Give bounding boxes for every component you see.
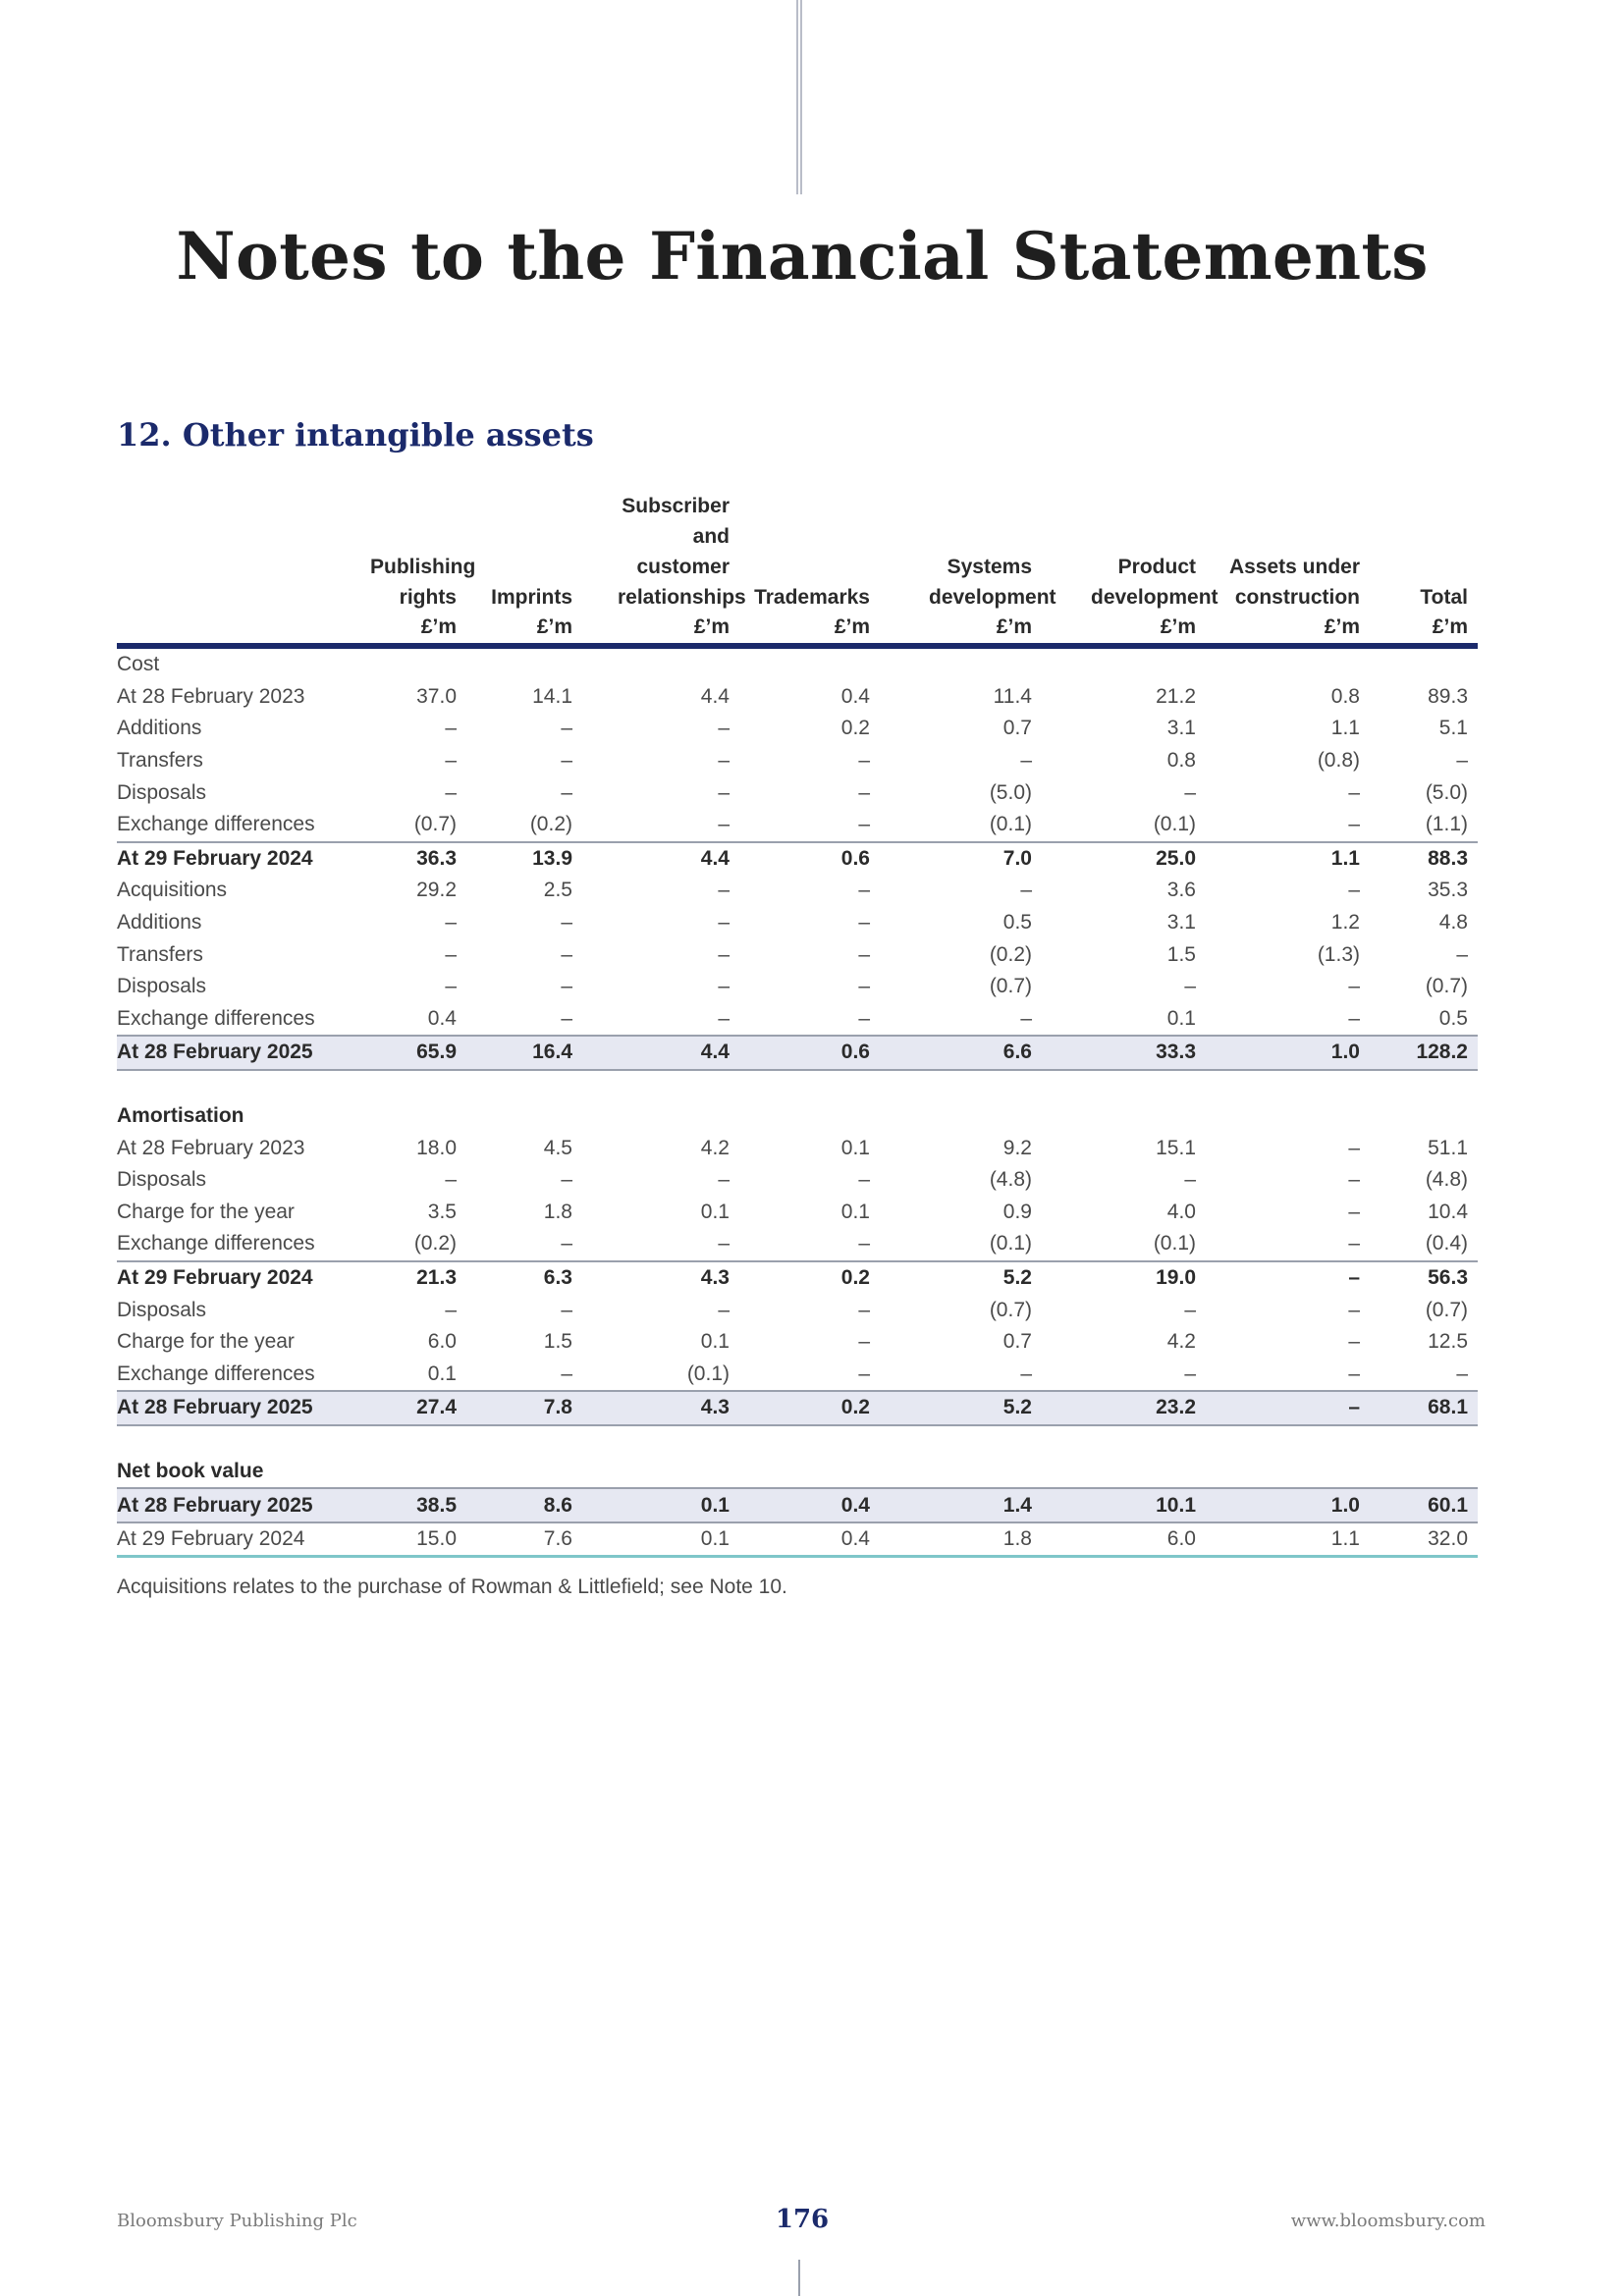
- table-cell: (0.1): [989, 813, 1032, 836]
- table-cell: 0.9: [1002, 1200, 1032, 1223]
- row-label: At 28 February 2025: [117, 1036, 331, 1070]
- table-row: [117, 1132, 1478, 1164]
- table-cell: [739, 646, 880, 681]
- table-cell: 4.2: [1166, 1330, 1196, 1354]
- table-cell: 37.0: [416, 684, 457, 708]
- table-cell: 0.1: [582, 1488, 739, 1522]
- table-cell: [331, 1456, 466, 1489]
- table-cell: 1.0: [1206, 1036, 1370, 1070]
- table-cell: –: [718, 1006, 730, 1030]
- column-header-total: Total £’m: [1370, 491, 1478, 646]
- table-cell: 1.1: [1206, 842, 1370, 876]
- table-cell: 4.0: [1166, 1200, 1196, 1223]
- table-cell: –: [1348, 879, 1360, 902]
- column-header-trademarks: Trademarks £’m: [739, 491, 880, 646]
- row-label: Charge for the year: [117, 1330, 295, 1354]
- table-cell: [1370, 646, 1478, 681]
- table-cell: (0.1): [1153, 813, 1196, 836]
- table-cell: 0.1: [582, 1522, 739, 1557]
- table-cell: 7.8: [466, 1391, 582, 1425]
- table-cell: (4.8): [989, 1168, 1032, 1192]
- table-cell: –: [1184, 1362, 1196, 1385]
- table-cell: –: [1020, 749, 1032, 773]
- table-cell: –: [1348, 1006, 1360, 1030]
- table-row: [117, 1456, 1478, 1489]
- table-row: [117, 1100, 1478, 1133]
- spacer-cell: [117, 1425, 1478, 1456]
- table-cell: [880, 1456, 1042, 1489]
- table-cell: –: [858, 942, 870, 966]
- table-cell: 13.9: [466, 842, 582, 876]
- table-cell: 4.5: [543, 1136, 572, 1159]
- column-header-publishing-rights: Publishing rights £’m: [331, 491, 466, 646]
- table-cell: 0.1: [427, 1362, 457, 1385]
- table-cell: 32.0: [1370, 1522, 1478, 1557]
- row-label: Disposals: [117, 780, 207, 804]
- table-cell: 7.0: [880, 842, 1042, 876]
- table-cell: 0.7: [1002, 717, 1032, 740]
- row-label: Acquisitions: [117, 879, 228, 902]
- table-cell: –: [858, 1330, 870, 1354]
- table-cell: 0.4: [739, 1522, 880, 1557]
- table-cell: 4.8: [1438, 911, 1468, 934]
- table-cell: –: [718, 1168, 730, 1192]
- table-cell: 6.0: [427, 1330, 457, 1354]
- table-cell: [466, 646, 582, 681]
- table-cell: [1370, 1100, 1478, 1133]
- table-cell: (4.8): [1425, 1168, 1468, 1192]
- table-cell: –: [858, 813, 870, 836]
- table-cell: –: [561, 1362, 572, 1385]
- table-cell: 0.5: [1002, 911, 1032, 934]
- table-row: [117, 745, 1478, 777]
- table-cell: –: [718, 749, 730, 773]
- footnote: Acquisitions relates to the purchase of Rowman & Littlefield; see Note 10.: [117, 1575, 787, 1598]
- table-cell: 4.4: [700, 684, 730, 708]
- row-label: At 28 February 2023: [117, 1136, 305, 1159]
- table-cell: 5.1: [1438, 717, 1468, 740]
- table-cell: 1.5: [543, 1330, 572, 1354]
- table-cell: 1.4: [880, 1488, 1042, 1522]
- table-cell: 0.2: [739, 1391, 880, 1425]
- table-cell: –: [718, 1232, 730, 1255]
- table-row: [117, 713, 1478, 745]
- table-cell: 0.2: [739, 1261, 880, 1295]
- row-label: Disposals: [117, 1168, 207, 1192]
- table-cell: –: [561, 749, 572, 773]
- table-row: [117, 1197, 1478, 1229]
- table-row: [117, 1391, 1478, 1425]
- table-cell: 4.3: [582, 1391, 739, 1425]
- table-cell: –: [1456, 942, 1468, 966]
- table-cell: [1206, 1100, 1370, 1133]
- column-header-assets-under-construction: Assets under construction £’m: [1206, 491, 1370, 646]
- table-cell: –: [1206, 1261, 1370, 1295]
- table-cell: –: [561, 975, 572, 998]
- table-row: [117, 1228, 1478, 1261]
- table-cell: –: [858, 1232, 870, 1255]
- table-cell: (0.2): [413, 1232, 457, 1255]
- table-cell: –: [718, 879, 730, 902]
- table-cell: 12.5: [1428, 1330, 1468, 1354]
- table-cell: –: [445, 975, 457, 998]
- table-cell: [331, 646, 466, 681]
- table-cell: [582, 1456, 739, 1489]
- table-cell: [739, 1100, 880, 1133]
- table-cell: –: [445, 749, 457, 773]
- row-label: At 29 February 2024: [117, 842, 331, 876]
- table-cell: –: [1348, 1200, 1360, 1223]
- row-label: Cost: [117, 653, 160, 676]
- table-cell: 27.4: [331, 1391, 466, 1425]
- table-header-row: [117, 491, 1478, 646]
- table-cell: –: [1456, 1362, 1468, 1385]
- table-cell: 0.1: [700, 1200, 730, 1223]
- table-cell: –: [1348, 1136, 1360, 1159]
- table-cell: 6.0: [1042, 1522, 1206, 1557]
- row-label: Amortisation: [117, 1104, 244, 1128]
- row-label: Net book value: [117, 1459, 264, 1482]
- table-cell: (0.2): [989, 942, 1032, 966]
- table-cell: –: [1348, 1232, 1360, 1255]
- table-cell: –: [718, 717, 730, 740]
- table-cell: 0.8: [1330, 684, 1360, 708]
- table-cell: –: [1456, 749, 1468, 773]
- table-cell: –: [445, 1298, 457, 1321]
- table-cell: –: [561, 1298, 572, 1321]
- table-cell: 29.2: [416, 879, 457, 902]
- table-cell: [466, 1456, 582, 1489]
- table-cell: 14.1: [532, 684, 572, 708]
- row-label: At 28 February 2025: [117, 1391, 331, 1425]
- table-row: [117, 938, 1478, 971]
- table-cell: –: [1348, 780, 1360, 804]
- table-row: [117, 1261, 1478, 1295]
- table-cell: (0.7): [1425, 975, 1468, 998]
- table-cell: (5.0): [989, 780, 1032, 804]
- table-cell: 3.1: [1166, 911, 1196, 934]
- spacer-row: [117, 1070, 1478, 1100]
- table-cell: 11.4: [993, 684, 1032, 708]
- table-cell: 0.4: [427, 1006, 457, 1030]
- table-cell: 21.2: [1156, 684, 1196, 708]
- table-cell: 51.1: [1428, 1136, 1468, 1159]
- spacer-row: [117, 1425, 1478, 1456]
- row-label: Transfers: [117, 749, 203, 773]
- intangible-assets-table: [117, 491, 1478, 1558]
- table-cell: –: [561, 717, 572, 740]
- table-cell: –: [858, 1362, 870, 1385]
- table-row: [117, 681, 1478, 714]
- table-cell: [582, 646, 739, 681]
- column-header-imprints: Imprints £’m: [466, 491, 582, 646]
- row-label: At 28 February 2023: [117, 684, 305, 708]
- table-cell: –: [561, 942, 572, 966]
- table-cell: 0.5: [1438, 1006, 1468, 1030]
- table-row: [117, 842, 1478, 876]
- row-label: Exchange differences: [117, 1362, 315, 1385]
- table-cell: [1206, 646, 1370, 681]
- table-cell: 1.1: [1330, 717, 1360, 740]
- table-cell: (0.2): [529, 813, 572, 836]
- table-cell: 10.1: [1042, 1488, 1206, 1522]
- row-label: Disposals: [117, 1298, 207, 1321]
- table-cell: –: [1348, 1362, 1360, 1385]
- table-cell: –: [561, 780, 572, 804]
- table-cell: 65.9: [331, 1036, 466, 1070]
- page-title: Notes to the Financial Statements: [176, 218, 1429, 294]
- bottom-decorative-rule: [798, 2260, 800, 2296]
- table-cell: [466, 1100, 582, 1133]
- column-header-product-development: Product development £’m: [1042, 491, 1206, 646]
- row-label: Additions: [117, 911, 202, 934]
- table-cell: –: [718, 942, 730, 966]
- table-cell: 23.2: [1042, 1391, 1206, 1425]
- table-cell: [880, 646, 1042, 681]
- table-cell: –: [718, 911, 730, 934]
- table-cell: –: [1184, 780, 1196, 804]
- table-cell: –: [1348, 813, 1360, 836]
- table-cell: (0.1): [989, 1232, 1032, 1255]
- table-cell: 3.5: [427, 1200, 457, 1223]
- table-cell: –: [858, 975, 870, 998]
- table-cell: 0.6: [739, 1036, 880, 1070]
- top-decorative-rule: [796, 0, 802, 194]
- table-row: [117, 907, 1478, 939]
- table-cell: 18.0: [416, 1136, 457, 1159]
- table-cell: 0.1: [840, 1136, 870, 1159]
- table-row: [117, 875, 1478, 907]
- column-header-label: [117, 491, 331, 646]
- table-row: [117, 1164, 1478, 1197]
- table-cell: [582, 1100, 739, 1133]
- table-cell: [1370, 1456, 1478, 1489]
- table-cell: (0.7): [413, 813, 457, 836]
- table-cell: –: [858, 1168, 870, 1192]
- table-cell: 25.0: [1042, 842, 1206, 876]
- table-cell: 0.7: [1002, 1330, 1032, 1354]
- row-label: Additions: [117, 717, 202, 740]
- table-cell: –: [718, 813, 730, 836]
- table-cell: (0.1): [686, 1362, 730, 1385]
- table-cell: 16.4: [466, 1036, 582, 1070]
- table-cell: 1.0: [1206, 1488, 1370, 1522]
- table-cell: (0.4): [1425, 1232, 1468, 1255]
- table-row: [117, 809, 1478, 842]
- row-label: Exchange differences: [117, 1232, 315, 1255]
- table-cell: 1.8: [543, 1200, 572, 1223]
- table-row: [117, 971, 1478, 1003]
- table-cell: 0.4: [840, 684, 870, 708]
- table-row: [117, 1326, 1478, 1359]
- table-cell: 1.2: [1330, 911, 1360, 934]
- row-label: Disposals: [117, 975, 207, 998]
- column-header-systems-development: Systems development £’m: [880, 491, 1042, 646]
- section-title: 12. Other intangible assets: [117, 416, 594, 454]
- table-cell: –: [858, 749, 870, 773]
- table-cell: –: [1348, 1298, 1360, 1321]
- table-cell: 15.0: [331, 1522, 466, 1557]
- table-cell: 6.3: [466, 1261, 582, 1295]
- table-cell: 0.2: [840, 717, 870, 740]
- table-cell: (0.1): [1153, 1232, 1196, 1255]
- table-cell: (1.1): [1425, 813, 1468, 836]
- table-cell: 1.8: [880, 1522, 1042, 1557]
- table-cell: 5.2: [880, 1391, 1042, 1425]
- table-cell: 4.4: [582, 842, 739, 876]
- table-cell: –: [561, 1168, 572, 1192]
- table-cell: –: [561, 911, 572, 934]
- row-label: Charge for the year: [117, 1200, 295, 1223]
- row-label: At 29 February 2024: [117, 1522, 331, 1557]
- table-row: [117, 1036, 1478, 1070]
- table-cell: 1.5: [1166, 942, 1196, 966]
- table-cell: (5.0): [1425, 780, 1468, 804]
- table-cell: –: [561, 1232, 572, 1255]
- table-cell: 15.1: [1156, 1136, 1196, 1159]
- table-cell: 60.1: [1370, 1488, 1478, 1522]
- table-cell: 5.2: [880, 1261, 1042, 1295]
- table-cell: 3.1: [1166, 717, 1196, 740]
- table-cell: 0.1: [840, 1200, 870, 1223]
- table-row: [117, 646, 1478, 681]
- table-cell: [1206, 1456, 1370, 1489]
- table-cell: 6.6: [880, 1036, 1042, 1070]
- table-row: [117, 1003, 1478, 1037]
- footer-page-number: 176: [775, 2205, 830, 2234]
- table-cell: [880, 1100, 1042, 1133]
- table-cell: 36.3: [331, 842, 466, 876]
- table-cell: –: [858, 780, 870, 804]
- table-cell: –: [1020, 1362, 1032, 1385]
- table-cell: (0.7): [989, 1298, 1032, 1321]
- table-cell: –: [445, 942, 457, 966]
- table-cell: 2.5: [543, 879, 572, 902]
- table-cell: –: [445, 780, 457, 804]
- table-cell: 35.3: [1428, 879, 1468, 902]
- table-cell: 19.0: [1042, 1261, 1206, 1295]
- table-cell: 21.3: [331, 1261, 466, 1295]
- table-cell: [1042, 1100, 1206, 1133]
- column-header-subscriber-relationships: Subscriber and customer relationships £’m: [582, 491, 739, 646]
- table-cell: (0.8): [1317, 749, 1360, 773]
- table-cell: 9.2: [1002, 1136, 1032, 1159]
- footer-website-link[interactable]: www.bloomsbury.com: [1290, 2211, 1486, 2231]
- table-row: [117, 776, 1478, 809]
- table-cell: 0.6: [739, 842, 880, 876]
- table-cell: (0.7): [989, 975, 1032, 998]
- table-cell: –: [1020, 879, 1032, 902]
- table-cell: 0.1: [700, 1330, 730, 1354]
- table-cell: –: [718, 1298, 730, 1321]
- table-cell: –: [1184, 1168, 1196, 1192]
- row-label: At 28 February 2025: [117, 1488, 331, 1522]
- table-cell: –: [1348, 1168, 1360, 1192]
- spacer-cell: [117, 1070, 1478, 1100]
- table-cell: 3.6: [1166, 879, 1196, 902]
- table-cell: –: [1184, 1298, 1196, 1321]
- table-cell: 88.3: [1370, 842, 1478, 876]
- table-cell: 0.4: [739, 1488, 880, 1522]
- table-cell: –: [1348, 975, 1360, 998]
- table-cell: [1042, 646, 1206, 681]
- table-cell: 33.3: [1042, 1036, 1206, 1070]
- table-cell: –: [445, 1168, 457, 1192]
- table-cell: –: [445, 911, 457, 934]
- table-row: [117, 1488, 1478, 1522]
- table-cell: –: [718, 975, 730, 998]
- row-label: Transfers: [117, 942, 203, 966]
- table-cell: (1.3): [1317, 942, 1360, 966]
- table-cell: [739, 1456, 880, 1489]
- table-row: [117, 1522, 1478, 1557]
- table-cell: 4.4: [582, 1036, 739, 1070]
- row-label: Exchange differences: [117, 1006, 315, 1030]
- table-cell: 38.5: [331, 1488, 466, 1522]
- table-row: [117, 1294, 1478, 1326]
- table-cell: 1.1: [1206, 1522, 1370, 1557]
- table-cell: –: [858, 911, 870, 934]
- table-cell: 4.2: [700, 1136, 730, 1159]
- table-cell: [331, 1100, 466, 1133]
- table-cell: –: [1020, 1006, 1032, 1030]
- table-cell: [1042, 1456, 1206, 1489]
- table-cell: 8.6: [466, 1488, 582, 1522]
- table-row: [117, 1358, 1478, 1391]
- table-cell: –: [858, 1298, 870, 1321]
- row-label: At 29 February 2024: [117, 1261, 331, 1295]
- table-cell: 0.8: [1166, 749, 1196, 773]
- table-cell: –: [445, 717, 457, 740]
- table-cell: 89.3: [1428, 684, 1468, 708]
- table-cell: –: [561, 1006, 572, 1030]
- table-cell: 56.3: [1370, 1261, 1478, 1295]
- table-cell: –: [1348, 1330, 1360, 1354]
- table-cell: –: [858, 879, 870, 902]
- table-cell: 128.2: [1370, 1036, 1478, 1070]
- table-cell: –: [718, 780, 730, 804]
- table-cell: (0.7): [1425, 1298, 1468, 1321]
- footer-company-name: Bloomsbury Publishing Plc: [117, 2211, 357, 2231]
- row-label: Exchange differences: [117, 813, 315, 836]
- table-cell: –: [1206, 1391, 1370, 1425]
- table-cell: 4.3: [582, 1261, 739, 1295]
- table-cell: –: [858, 1006, 870, 1030]
- table-cell: 68.1: [1370, 1391, 1478, 1425]
- table-cell: 7.6: [466, 1522, 582, 1557]
- table-cell: –: [1184, 975, 1196, 998]
- table-cell: 10.4: [1428, 1200, 1468, 1223]
- table-cell: 0.1: [1166, 1006, 1196, 1030]
